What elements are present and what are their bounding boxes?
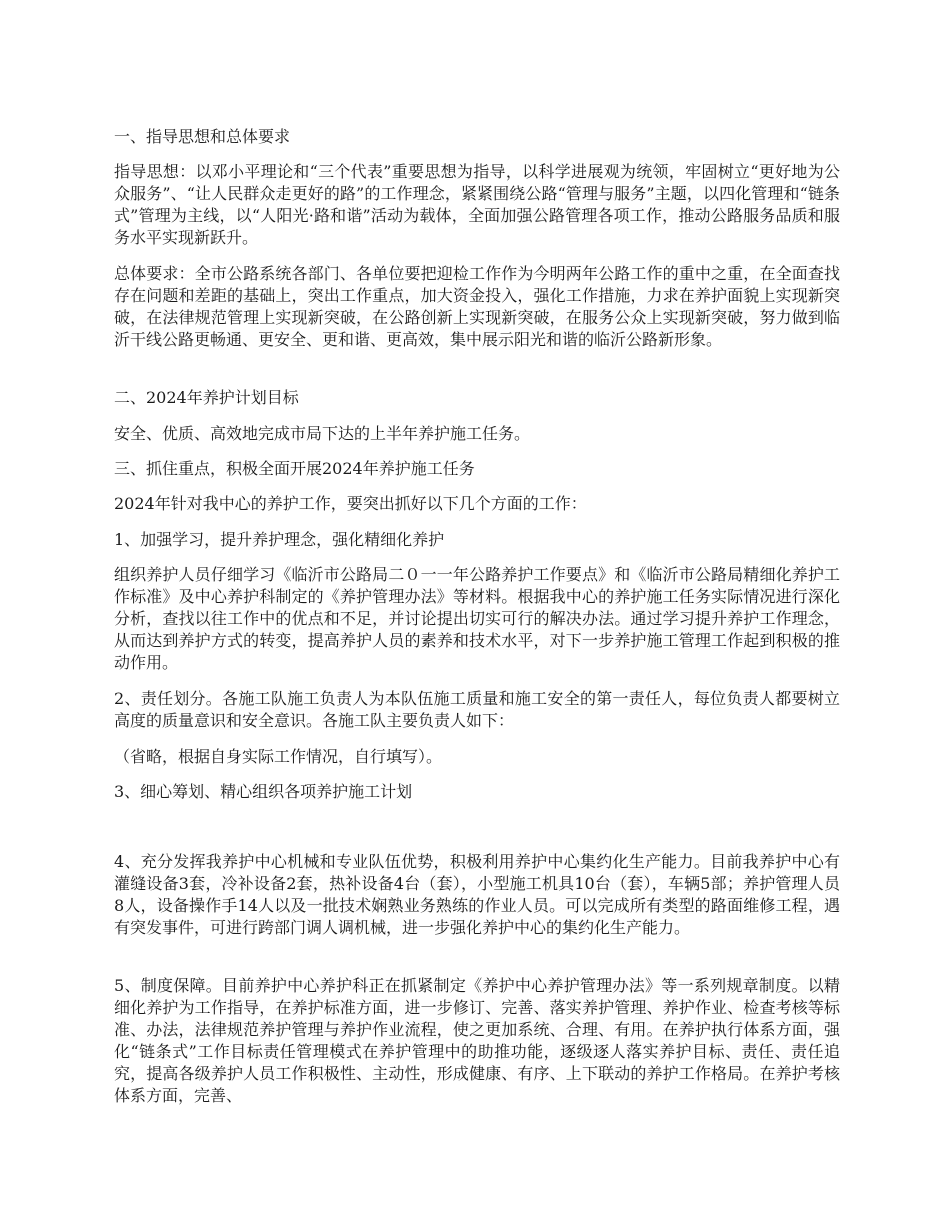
section-heading-2: 二、2024年养护计划目标	[114, 388, 299, 407]
guiding-ideology-paragraph: 指导思想：以邓小平理论和“三个代表”重要思想为指导，以科学进展观为统领，牢固树立“更好地为公众服务”、“让人民群众走更好的路”的工作理念，紧紧围绕公路“管理与服务”主题，以四化管理和“链条式”管理为主线，以“人阳光·路和谐”活动为载体，全面加强公路管理各项工作，推动公路服务品质和服务水平实现新跃升。	[114, 162, 840, 247]
item-2-paragraph: 2、责任划分。各施工队施工负责人为本队伍施工质量和施工安全的第一责任人，每位负责人都要树立高度的质量意识和安全意识。各施工队主要负责人如下：	[114, 689, 840, 730]
item-5-paragraph: 5、制度保障。目前养护中心养护科正在抓紧制定《养护中心养护管理办法》等一系列规章制度。以精细化养护为工作指导，在养护标准方面，进一步修订、完善、落实养护管理、养护作业、检查考核等标准、办法，法律规范养护管理与养护作业流程，使之更加系统、合理、有用。在养护执行体系方面，强化“链条式”工作目标责任管理模式在养护管理中的助推功能，逐级逐人落实养护目标、责任、责任追究，提高各级养护人员工作积极性、主动性，形成健康、有序、上下联动的养护工作格局。在养护考核体系方面，完善、	[114, 976, 840, 1105]
intro-paragraph: 2024年针对我中心的养护工作，要突出抓好以下几个方面的工作：	[114, 494, 587, 513]
item-1-heading: 1、加强学习，提升养护理念，强化精细化养护	[114, 530, 445, 549]
item-4-paragraph: 4、充分发挥我养护中心机械和专业队伍优势，积极利用养护中心集约化生产能力。目前我养护中心有灌缝设备3套，冷补设备2套，热补设备4台（套），小型施工机具10台（套），车辆5部；养护管理人员8人，设备操作手14人以及一批技术娴熟业务熟练的作业人员。可以完成所有类型的路面维修工程，遇有突发事件，可进行跨部门调人调机械，进一步强化养护中心的集约化生产能力。	[114, 852, 840, 937]
section-heading-3: 三、抓住重点，积极全面开展2024年养护施工任务	[114, 459, 475, 478]
plan-target-paragraph: 安全、优质、高效地完成市局下达的上半年养护施工任务。	[114, 424, 531, 443]
omitted-note: （省略，根据自身实际工作情况，自行填写）。	[114, 747, 443, 766]
item-3-heading: 3、细心筹划、精心组织各项养护施工计划	[114, 782, 413, 801]
section-heading-1: 一、指导思想和总体要求	[114, 127, 291, 146]
item-1-paragraph: 组织养护人员仔细学习《临沂市公路局二０一一年公路养护工作要点》和《临沂市公路局精细化养护工作标准》及中心养护科制定的《养护管理办法》等材料。根据我中心的养护施工任务实际情况进行深化分析，查找以往工作中的优点和不足，并讨论提出切实可行的解决办法。通过学习提升养护工作理念，从而达到养护方式的转变，提高养护人员的素养和技术水平，对下一步养护施工管理工作起到积极的推动作用。	[114, 565, 840, 672]
overall-requirements-paragraph: 总体要求：全市公路系统各部门、各单位要把迎检工作作为今明两年公路工作的重中之重，在全面查找存在问题和差距的基础上，突出工作重点，加大资金投入，强化工作措施，力求在养护面貌上实现新突破，在法律规范管理上实现新突破，在公路创新上实现新突破，在服务公众上实现新突破，努力做到临沂干线公路更畅通、更安全、更和谐、更高效，集中展示阳光和谐的临沂公路新形象。	[114, 264, 840, 349]
